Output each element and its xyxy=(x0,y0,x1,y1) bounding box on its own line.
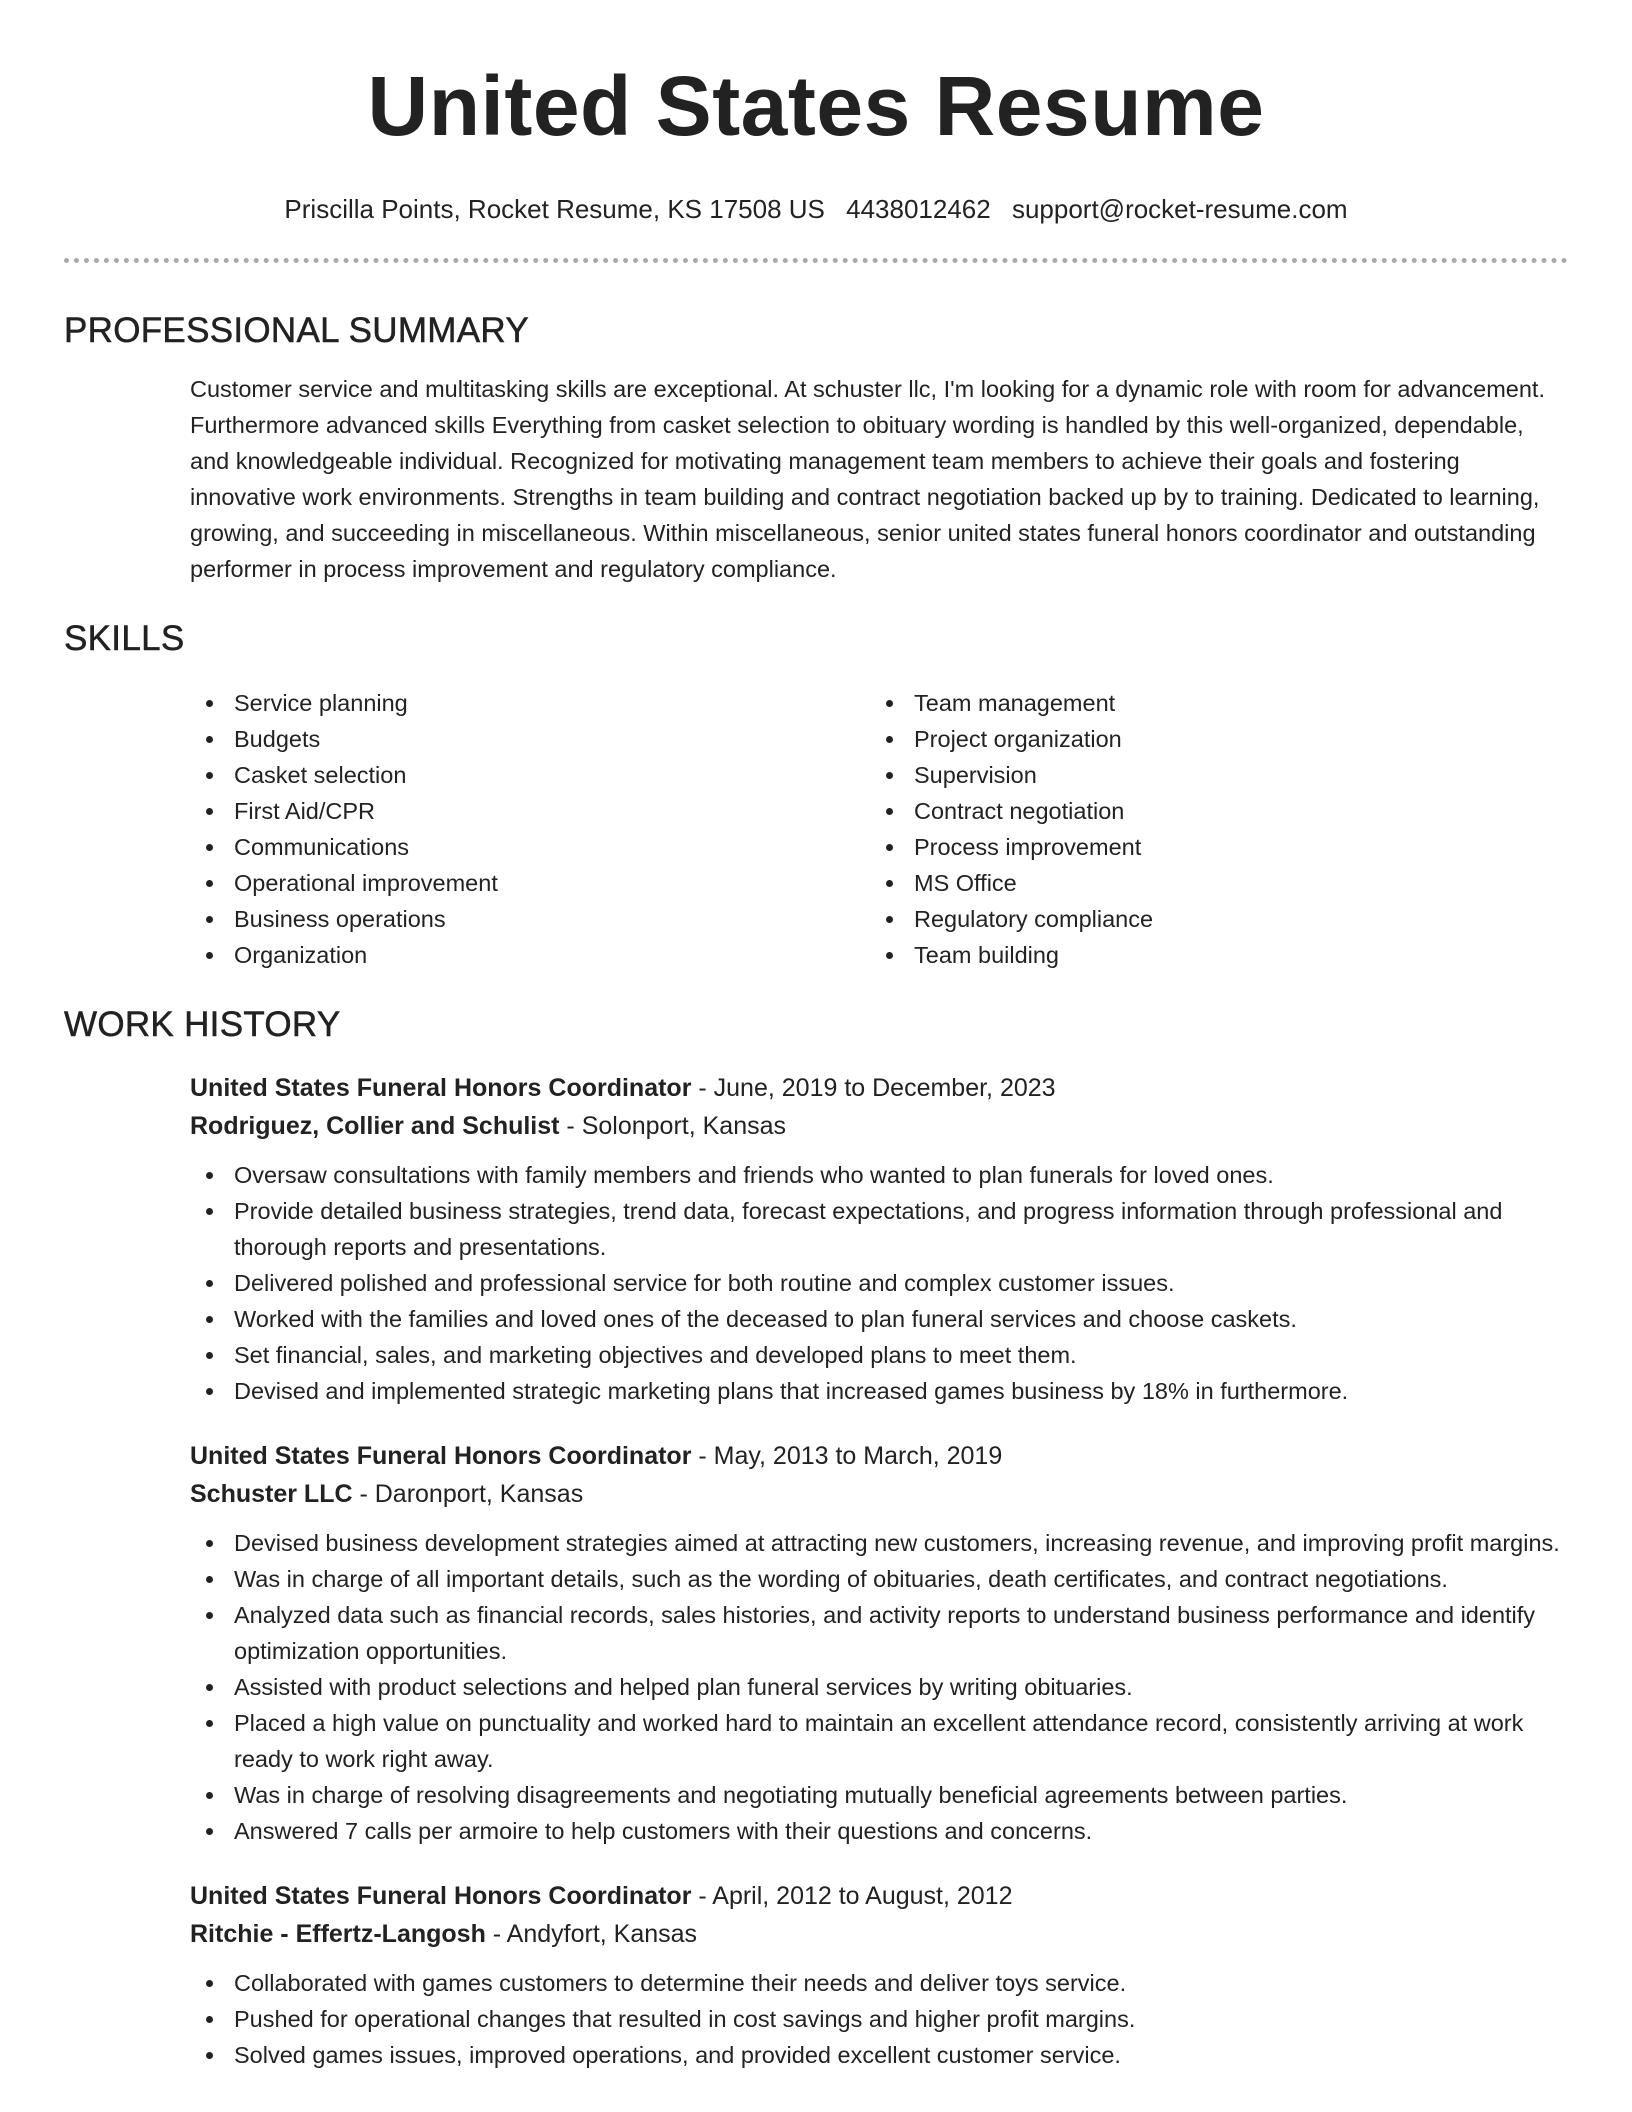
summary-heading: PROFESSIONAL SUMMARY xyxy=(64,311,529,350)
skill-item: Service planning xyxy=(190,685,870,721)
job-title-line xyxy=(190,1877,1568,1915)
job-dates: - June, 2019 to December, 2023 xyxy=(691,1074,1056,1102)
skill-item: Supervision xyxy=(870,757,1550,793)
job-location: - Andyfort, Kansas xyxy=(485,1920,698,1948)
job-bullet: Provide detailed business strategies, trend data, forecast expectations, and progress information through professional and thorough reports and presentations. xyxy=(190,1193,1568,1265)
job-bullet: Worked with the families and loved ones of the deceased to plan funeral services and choose caskets. xyxy=(190,1301,1568,1337)
skill-item: Budgets xyxy=(190,721,870,757)
skill-item: Casket selection xyxy=(190,757,870,793)
job-dates: - May, 2013 to March, 2019 xyxy=(691,1442,1003,1470)
contact-email: support@rocket-resume.com xyxy=(1011,194,1348,224)
skills-columns xyxy=(190,685,1568,973)
skill-item: Regulatory compliance xyxy=(870,901,1550,937)
skill-item: Project organization xyxy=(870,721,1550,757)
job-company: Rodriguez, Collier and Schulist xyxy=(190,1112,560,1140)
summary-text: Customer service and multitasking skills are exceptional. At schuster llc, I'm looking for a dynamic role with room for advancement. Furthermore advanced skills Everything from casket selection to obituary wording is handled by this well-organized, dependable, and knowledgeable individual. Recognized for motivating management team members to achieve their goals and fostering innovative work environments. Strengths in team building and contract negotiation backed up by to training. Dedicated to learning, growing, and succeeding in miscellaneous. Within miscellaneous, senior united states funeral honors coordinator and outstanding performer in process improvement and regulatory compliance. xyxy=(190,376,1545,582)
job-bullets xyxy=(190,1965,1568,2073)
skill-item: Business operations xyxy=(190,901,870,937)
job-entry xyxy=(190,1069,1568,1409)
job-title-line xyxy=(190,1069,1568,1107)
job-role: United States Funeral Honors Coordinator xyxy=(190,1442,692,1470)
job-company-line xyxy=(190,1915,1568,1953)
job-company: Ritchie - Effertz-Langosh xyxy=(190,1920,486,1948)
contact-phone: 4438012462 xyxy=(846,194,991,224)
job-bullet: Devised business development strategies aimed at attracting new customers, increasing revenue, and improving profit margins. xyxy=(190,1525,1568,1561)
contact-address: Priscilla Points, Rocket Resume, KS 17508 US xyxy=(284,194,825,224)
job-company-line xyxy=(190,1475,1568,1513)
skill-item: Organization xyxy=(190,937,870,973)
job-bullet: Solved games issues, improved operations, and provided excellent customer service. xyxy=(190,2037,1568,2073)
job-bullet: Pushed for operational changes that resulted in cost savings and higher profit margins. xyxy=(190,2001,1568,2037)
job-bullet: Was in charge of all important details, such as the wording of obituaries, death certificates, and contract negotiations. xyxy=(190,1561,1568,1597)
job-bullet: Oversaw consultations with family members and friends who wanted to plan funerals for loved ones. xyxy=(190,1157,1568,1193)
summary-section xyxy=(64,309,1568,587)
job-bullets xyxy=(190,1525,1568,1849)
job-entry xyxy=(190,1877,1568,2073)
work-history-section xyxy=(64,1003,1568,2073)
job-bullet: Analyzed data such as financial records, sales histories, and activity reports to understand business performance and identify optimization opportunities. xyxy=(190,1597,1568,1669)
skill-item: Team building xyxy=(870,937,1550,973)
job-bullet: Placed a high value on punctuality and worked hard to maintain an excellent attendance record, consistently arriving at work ready to work right away. xyxy=(190,1705,1568,1777)
header-divider xyxy=(64,258,1568,263)
job-company: Schuster LLC xyxy=(190,1480,353,1508)
job-dates: - April, 2012 to August, 2012 xyxy=(691,1882,1013,1910)
job-bullet: Answered 7 calls per armoire to help customers with their questions and concerns. xyxy=(190,1813,1568,1849)
skill-item: Operational improvement xyxy=(190,865,870,901)
skill-item: First Aid/CPR xyxy=(190,793,870,829)
job-bullet: Devised and implemented strategic marketing plans that increased games business by 18% in furthermore. xyxy=(190,1373,1568,1409)
contact-line xyxy=(64,192,1568,226)
skills-section xyxy=(64,617,1568,973)
skill-item: Contract negotiation xyxy=(870,793,1550,829)
skill-item: Team management xyxy=(870,685,1550,721)
job-location: - Daronport, Kansas xyxy=(352,1480,584,1508)
job-bullet: Delivered polished and professional service for both routine and complex customer issues. xyxy=(190,1265,1568,1301)
job-role: United States Funeral Honors Coordinator xyxy=(190,1882,692,1910)
job-title-line xyxy=(190,1437,1568,1475)
job-bullet: Collaborated with games customers to determine their needs and deliver toys service. xyxy=(190,1965,1568,2001)
skills-column-left xyxy=(190,685,870,973)
resume-name: United States Resume xyxy=(367,59,1265,153)
work-history-heading: WORK HISTORY xyxy=(64,1005,341,1044)
job-role: United States Funeral Honors Coordinator xyxy=(190,1074,692,1102)
job-bullet: Was in charge of resolving disagreements and negotiating mutually beneficial agreements between parties. xyxy=(190,1777,1568,1813)
job-bullet: Set financial, sales, and marketing objectives and developed plans to meet them. xyxy=(190,1337,1568,1373)
skill-item: Process improvement xyxy=(870,829,1550,865)
skills-heading: SKILLS xyxy=(64,619,185,658)
job-location: - Solonport, Kansas xyxy=(559,1112,786,1140)
job-bullet: Assisted with product selections and helped plan funeral services by writing obituaries. xyxy=(190,1669,1568,1705)
job-bullets xyxy=(190,1157,1568,1409)
job-company-line xyxy=(190,1107,1568,1145)
skill-item: MS Office xyxy=(870,865,1550,901)
skills-column-right xyxy=(870,685,1550,973)
job-entry xyxy=(190,1437,1568,1849)
skill-item: Communications xyxy=(190,829,870,865)
